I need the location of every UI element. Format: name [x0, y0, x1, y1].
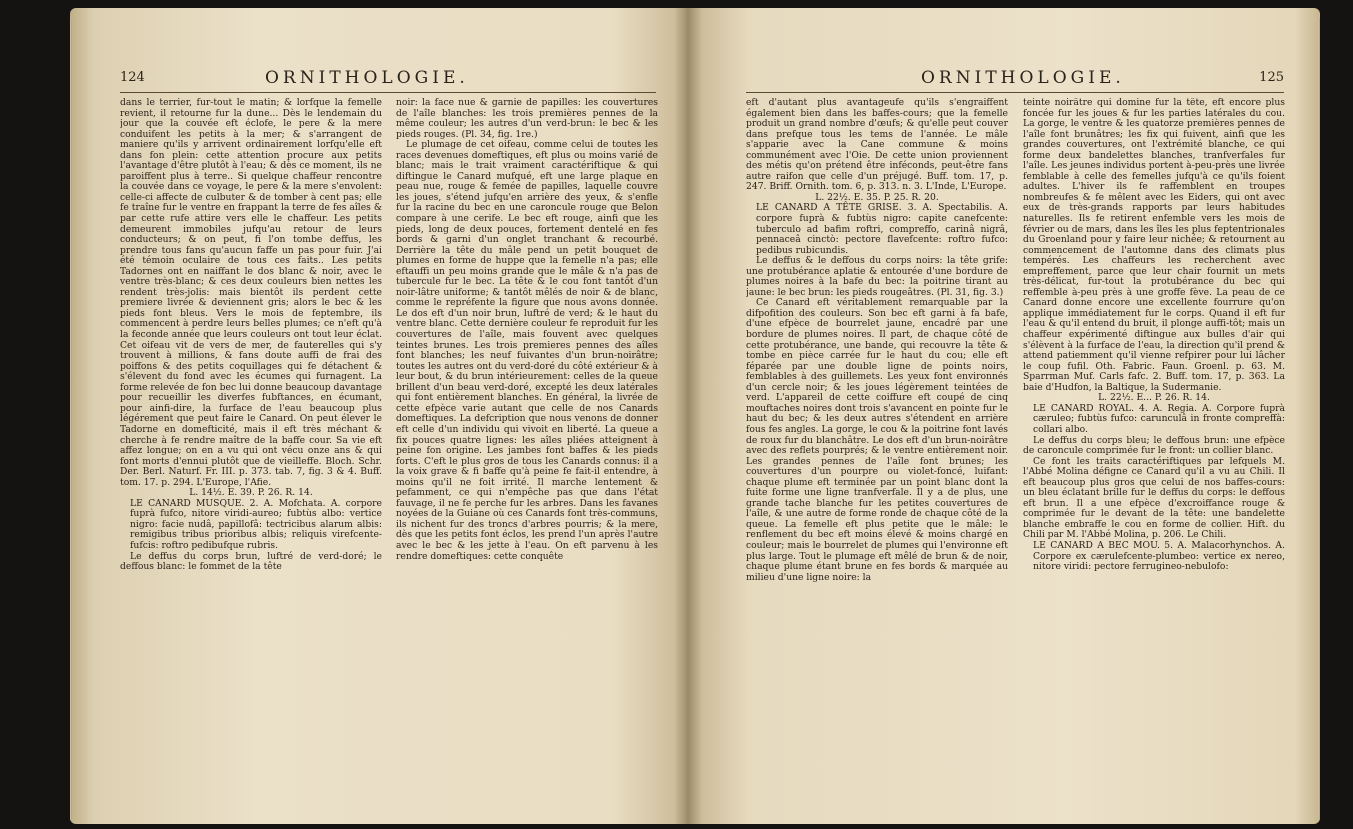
- left-page-number: 124: [120, 70, 145, 85]
- left-page: [70, 8, 686, 824]
- paragraph: dans le terrier, fur-tout le matin; & lorfque la femelle revient, il retourne fur la dune... Dès le lendemain du jour que la couvée eft éclofe, le pere & la mere conduifent les petits à la mer; & s'arrangent de maniere qu'ils y arrivent ordinairement lorfqu'elle eft dans fon plein: cette attention procure aux petits l'avantage d'être plutôt à l'eau; & dès ce moment, ils ne paroiffent plus à terre.. Si quelque chaffeur rencontre la couvée dans ce voyage, le pere & la mere s'envolent: celle-ci affecte de culbuter & de tomber à cent pas; elle fe traîne fur le ventre en frappant la terre de fes aîles & par cette rufe attire vers elle le chaffeur. Les petits demeurent immobiles jufqu'au retour de leurs conducteurs; & on peut, fi l'on tombe deffus, les prendre tous fans qu'aucun faffe un pas pour fuir. J'ai été témoin oculaire de tous ces faits.. Les petits Tadornes ont en naiffant le dos blanc & noir, avec le ventre très-blanc; & ces deux couleurs bien nettes les rendent très-jolis: mais bientôt ils perdent cette premiere livrée & deviennent gris; alors le bec & les pieds font bleus. Vers le mois de feptembre, ils commencent à perdre leurs belles plumes; ce n'eft qu'à la feconde année que leurs couleurs ont tout leur éclat. Cet oifeau vit de vers de mer, de fauterelles qui s'y trouvent à millions, & fans doute auffi de frai des poiffons & des petits coquillages qui fe détachent & s'élevent du fond avec les écumes qui furnagent. La forme relevée de fon bec lui donne beaucoup davantage pour recueillir les diverfes fubftances, en écumant, pour ainfi-dire, la furface de l'eau beaucoup plus légérement que peut faire le Canard. On peut élever le Tadorne en domefticité, mais il eft très méchant & cherche à fe rendre maître de la baffe cour. Sa vie eft affez longue; on en a vu qui ont vécu onze ans & qui font morts d'ennui plutôt que de vieilleffe. Bloch. Schr. Der. Berl. Naturf. Fr. III. p. 373. tab. 7, fig. 3 & 4. Buff. tom. 17. p. 294. L'Europe, l'Afie.: [120, 98, 382, 488]
- right-header-rule: [746, 92, 1284, 93]
- right-page-edge: [1318, 18, 1320, 820]
- right-page-header: [746, 68, 1284, 90]
- right-running-head: ORNITHOLOGIE.: [921, 68, 1125, 88]
- right-page-number: 125: [1259, 70, 1284, 85]
- measurements: L. 14½. E. 39. P. 26. R. 14.: [189, 487, 313, 499]
- left-column-2: [396, 98, 658, 802]
- left-column-1: [120, 98, 382, 802]
- measurements: L. 22½. E. 35. P. 25. R. 20.: [815, 191, 939, 203]
- right-column-1: [746, 98, 1008, 802]
- left-running-head: ORNITHOLOGIE.: [265, 68, 469, 88]
- left-header-rule: [120, 92, 656, 93]
- species-entry: LE CANARD MUSQUE. 2. A. Mofchata. A. corpore fuprà fufco, nitore viridi-aureo; fubtùs albo: vertice nigro: facie nudâ, papillofâ: tectricibus alarum albis: remigibus tribus prioribus albis; reliquis virefcente-fufcis: roftro pedibufque rubris.: [130, 497, 382, 551]
- right-column-2: [1023, 98, 1285, 802]
- paragraph: noir: la face nue & garnie de papilles: les couvertures de l'aîle blanches: les trois premières pennes de la même couleur; les autres d'un verd-brun: le bec & les pieds rouges. (Pl. 34, fig. 1re.): [396, 98, 658, 140]
- right-page: [686, 8, 1320, 824]
- paragraph: Ce font les traits caractériftiques par lefquels M. l'Abbé Molina défigne ce Canard qu'il a vu au Chili. Il eft beaucoup plus gros que celui de nos baffes-cours: un bleu éclatant brille fur le deffus du corps: le deffous eft brun. Il a une efpèce d'excroiffance rouge & comprimée fur le devant de la tête: une bandelette blanche embraffe le cou en forme de collier. Hift. du Chili par M. l'Abbé Molina, p. 206. Le Chili.: [1023, 455, 1285, 541]
- species-entry: LE CANARD A TÊTE GRISE. 3. A. Spectabilis. A. corpore fuprà & fubtùs nigro: capite canefcente: tuberculo ad bafim roftri, compreffo, carinâ nigrâ, pennaceâ cinctò: pectore flavefcente: roftro fufco: pedibus rubicundis.: [756, 202, 1008, 256]
- paragraph: Le deffus du corps brun, luftré de verd-doré; le deffous blanc: le fommet de la tête: [120, 550, 382, 573]
- paragraph: Le deffus & le deffous du corps noirs: la tête grife: une protubérance aplatie & entourée d'une bordure de plumes noires à la bafe du bec: la poitrine tirant au jaune: le bec brun: les pieds rougeâtres. (Pl. 31, fig. 3.): [746, 255, 1008, 298]
- open-book: [70, 8, 1320, 824]
- left-page-header: [120, 68, 656, 90]
- paragraph: Ce Canard eft véritablement remarquable par la difpofition des couleurs. Son bec eft garni à fa bafe, d'une efpèce de bourrelet jaune, encadré par une bordure de plumes noires. Il part, de chaque côté de cette protubérance, une bande, qui recouvre la tête & tombe en pièce carrée fur le haut du cou; elle eft féparée par une double ligne de points noirs, femblables à des guillemets. Les yeux font environnés d'un cercle noir; & les joues légèrement teintées de verd. L'appareil de cette coiffure eft coupé de cinq mouftaches noires dont trois s'avancent en pointe fur le haut du bec; & les deux autres s'étendent en arrière fous fes angles. La gorge, le cou & la poitrine font lavés de roux fur du blanchâtre. Le dos eft d'un brun-noirâtre avec des reflets pourprés; & le ventre entièrement noir. Les grandes pennes de l'aîle font brunes; les couvertures d'un pourpre ou violet-foncé, luifant: chaque plume eft terminée par un point blanc dont la fuite forme une ligne tranfverfale. Il y a de plus, une grande tache blanche fur les petites couvertures de l'aîle, & une autre de forme ronde de chaque côté de la queue. La femelle eft plus petite que le mâle: le renflement du bec eft moins élevé & moins chargé en couleur; mais le bourrelet de plumes qui l'environne eft plus large. Tout le plumage eft mêlé de brun & de noir, chaque plume étant brune en fes bords & marquée au milieu d'une ligne noire: la: [746, 297, 1008, 583]
- species-entry: LE CANARD A BEC MOU. 5. A. Malacorhynchos. A. Corpore ex cærulefcente-plumbeo: vertice ex nereo, nitore viridi: pectore ferrugineo-nebulofo:: [1033, 539, 1285, 573]
- paragraph: teinte noirâtre qui domine fur la tête, eft encore plus foncée fur les joues & fur les parties latérales du cou. La gorge, le ventre & les quatorze premières pennes de l'aîle font brunâtres; les fix qui fuivent, ainfi que les grandes couvertures, ont l'extrémité blanche, ce qui forme deux bandelettes blanches, tranfverfales fur l'aîle. Les jeunes individus portent à-peu-près une livrée femblable à celle des femelles jufqu'à ce qu'ils foient adultes. L'hiver ils fe raffemblent en troupes nombreufes & fe mêlent avec les Eiders, qui ont avec eux de très-grands rapports par leurs habitudes naturelles. Ils fe retirent enfemble vers les mois de février ou de mars, dans les îles les plus feptentrionales du Groenland pour y faire leur nichée; & retournent au commencement de l'automne dans des climats plus tempérés. Les chaffeurs les recherchent avec empreffement, parce que leur chair fournit un mets très-délicat, fur-tout la protubérance du bec qui reffemble à-peu près à une groffe fève. La peau de ce Canard donne encore une excellente fourrure qu'on applique immédiatement fur le corps. Quand il eft fur l'eau & qu'il entend du bruit, il plonge auffi-tôt; mais un chaffeur expérimenté diftingue aux bulles d'air qui s'élèvent à la furface de l'eau, la direction qu'il prend & attend patiemment qu'il vienne refpirer pour lui lâcher le coup fufil. Oth. Fabric. Faun. Groenl. p. 63. M. Sparrman Muf. Carls fafc. 2. Buff. tom. 17, p. 363. La baie d'Hudfon, la Baltique, la Sudermanie.: [1023, 98, 1285, 393]
- paragraph: Le deffus du corps bleu; le deffous brun: une efpèce de caroncule comprimée fur le front: un collier blanc.: [1023, 434, 1285, 457]
- paragraph: eft d'autant plus avantageufe qu'ils s'engraiffent également bien dans les baffes-cours; que la femelle produit un grand nombre d'œufs; & qu'elle peut couver dans prefque tous les tems de l'année. Le mâle s'apparie avec la Cane commune & moins communément avec l'Oie. De cette union proviennent des métis qu'on prétend être inféconds, peut-être fans autre raifon que celle d'un préjugé. Buff. tom. 17, p. 247. Briff. Ornith. tom. 6, p. 313. n. 3. L'Inde, L'Europe.: [746, 98, 1008, 193]
- measurements: L. 22½. E... P. 26. R. 14.: [1098, 392, 1210, 404]
- species-entry: LE CANARD ROYAL. 4. A. Regia. A. Corpore fuprà cæruleo; fubtùs fufco: carunculâ in fronte compreffà: collari albo.: [1033, 402, 1285, 435]
- paragraph: Le plumage de cet oifeau, comme celui de toutes les races devenues domeftiques, eft plus ou moins varié de blanc; mais le trait vraiment caractériftique & qui diftingue le Canard mufqué, eft une large plaque en peau nue, rouge & femée de papilles, laquelle couvre les joues, s'étend jufqu'en arrière des yeux, & s'enfle fur la racine du bec en une caroncule rouge que Belon compare à une cerife. Le bec eft rouge, ainfi que les pieds, long de deux pouces, fortement dentelé en fes bords & garni d'un onglet tranchant & recourbé. Derrière la tête du mâle pend un petit bouquet de plumes en forme de huppe que la femelle n'a pas; elle eftauffi un peu moins grande que le mâle & n'a pas de tubercule fur le bec. La tête & le cou font tantôt d'un noir-lâtre uniforme; & tantôt mêlés de noir & de blanc, comme le repréfente la figure que nous avons donnée. Le dos eft d'un noir brun, luftré de verd; & le haut du ventre blanc. Cette dernière couleur fe reproduit fur les couvertures de l'aîle, mais fouvent avec quelques teintes brunes. Les trois premieres pennes des aîles font blanches; les neuf fuivantes d'un brun-noirâtre; toutes les autres ont du verd-doré du côté extérieur & à leur bout, & du brun intérieurement: celles de la queue brillent d'un beau verd-doré, excepté les deux latérales qui font entièrement blanches. En général, la livrée de cette efpèce varie autant que celle de nos Canards domeftiques. La defcription que nous venons de donner eft celle d'un individu qui vivoit en liberté. La queue a fix pouces quatre lignes: les aîles pliées atteignent à peine fon origine. Les jambes font baffes & les pieds forts. C'eft le plus gros de tous les Canards connus: il a la voix grave & fi baffe qu'à peine fe fait-il entendre, à moins qu'il ne foit irrité. Il marche lentement & pefamment, ce qui n'empêche pas que dans l'état fauvage, il ne fe perche fur les arbres. Dans les favanes noyées de la Guiane où ces Canards font très-communs, ils nichent fur des troncs d'arbres pourris; & la mere, dès que les petits font éclos, les prend l'un après l'autre avec le bec & les jette à l'eau. On eft parvenu à les rendre domeftiques: cette conquête: [396, 139, 658, 562]
- left-page-edge: [70, 18, 72, 820]
